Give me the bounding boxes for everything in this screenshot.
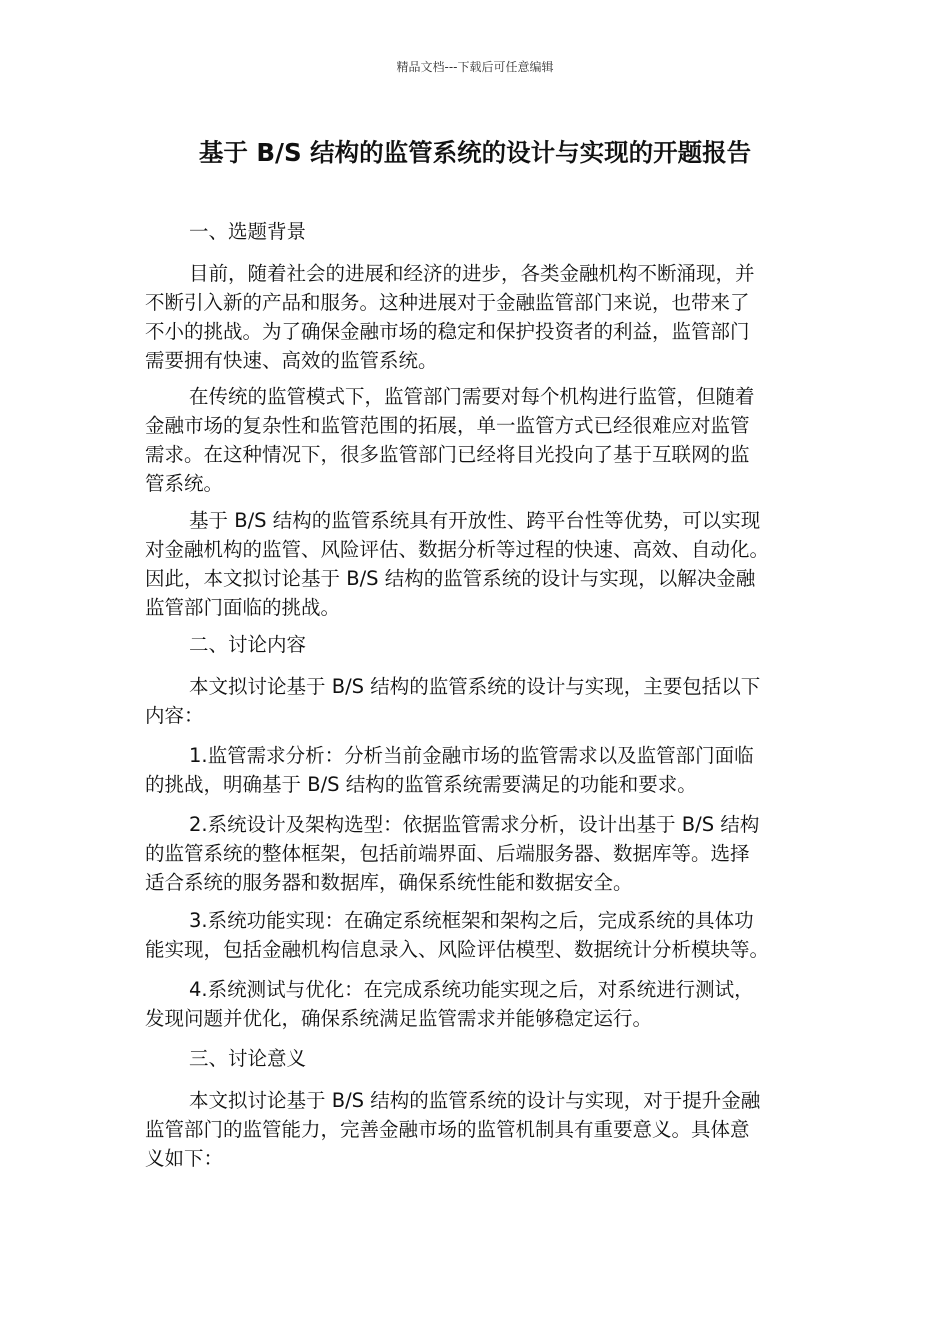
text-line: 本文拟讨论基于 B/S 结构的监管系统的设计与实现，主要包括以下	[189, 675, 761, 698]
text-line: 监管部门的监管能力，完善金融市场的监管机制具有重要意义。具体意	[145, 1118, 750, 1141]
text-line: 监管部门面临的挑战。	[145, 596, 341, 619]
section-heading-content: 二、讨论内容	[189, 633, 307, 656]
paragraph	[145, 672, 805, 730]
text-line: 适合系统的服务器和数据库，确保系统性能和数据安全。	[145, 871, 633, 894]
text-line: 的挑战，明确基于 B/S 结构的监管系统需要满足的功能和要求。	[145, 773, 697, 796]
text-line: 在传统的监管模式下，监管部门需要对每个机构进行监管，但随着	[189, 385, 755, 408]
paragraph	[145, 1086, 805, 1173]
section-heading-background: 一、选题背景	[189, 220, 307, 243]
text-line: 目前，随着社会的进展和经济的进步，各类金融机构不断涌现，并	[189, 262, 755, 285]
text-line: 义如下：	[145, 1147, 224, 1170]
text-line: 的监管系统的整体框架，包括前端界面、后端服务器、数据库等。选择	[145, 842, 750, 865]
list-item	[145, 906, 805, 964]
text-line: 内容：	[145, 704, 204, 727]
text-line: 需要拥有快速、高效的监管系统。	[145, 349, 438, 372]
list-item	[145, 975, 805, 1033]
text-line: 1.监管需求分析：分析当前金融市场的监管需求以及监管部门面临	[189, 744, 754, 767]
page-watermark: 精品文档---下载后可任意编辑	[396, 60, 554, 74]
text-line: 基于 B/S 结构的监管系统具有开放性、跨平台性等优势，可以实现	[189, 509, 761, 532]
text-line: 对金融机构的监管、风险评估、数据分析等过程的快速、高效、自动化。	[145, 538, 770, 561]
text-line: 需求。在这种情况下，很多监管部门已经将目光投向了基于互联网的监	[145, 443, 750, 466]
text-line: 管系统。	[145, 472, 224, 495]
document-title: 基于 B/S 结构的监管系统的设计与实现的开题报告	[198, 138, 752, 167]
text-line: 金融市场的复杂性和监管范围的拓展，单一监管方式已经很难应对监管	[145, 414, 750, 437]
paragraph	[145, 506, 805, 622]
paragraph	[145, 259, 805, 375]
list-item	[145, 810, 805, 897]
text-line: 3.系统功能实现：在确定系统框架和架构之后，完成系统的具体功	[189, 909, 754, 932]
text-line: 因此，本文拟讨论基于 B/S 结构的监管系统的设计与实现，以解决金融	[145, 567, 756, 590]
text-line: 不小的挑战。为了确保金融市场的稳定和保护投资者的利益，监管部门	[145, 320, 750, 343]
text-line: 能实现，包括金融机构信息录入、风险评估模型、数据统计分析模块等。	[145, 938, 770, 961]
list-item	[145, 741, 805, 799]
text-line: 2.系统设计及架构选型：依据监管需求分析，设计出基于 B/S 结构	[189, 813, 760, 836]
text-line: 本文拟讨论基于 B/S 结构的监管系统的设计与实现，对于提升金融	[189, 1089, 761, 1112]
text-line: 不断引入新的产品和服务。这种进展对于金融监管部门来说，也带来了	[145, 291, 750, 314]
section-heading-significance: 三、讨论意义	[189, 1047, 307, 1070]
paragraph	[145, 382, 805, 498]
text-line: 4.系统测试与优化：在完成系统功能实现之后，对系统进行测试，	[189, 978, 754, 1001]
text-line: 发现问题并优化，确保系统满足监管需求并能够稳定运行。	[145, 1007, 653, 1030]
